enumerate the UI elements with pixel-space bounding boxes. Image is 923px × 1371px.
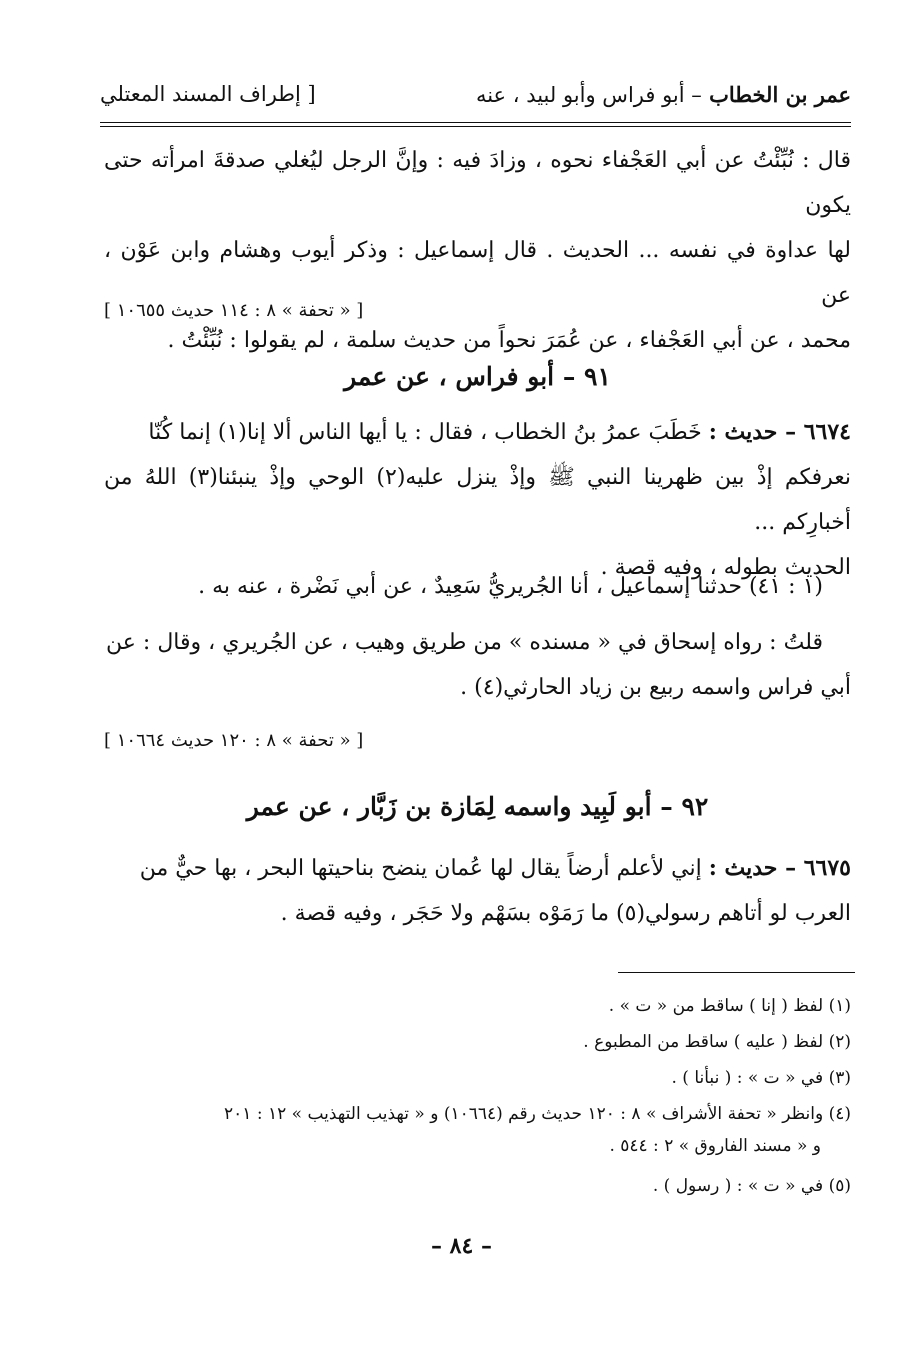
footnote-continuation: و « مسند الفاروق » ٢ : ٥٤٤ .	[609, 1136, 821, 1156]
footnotes	[104, 994, 851, 1210]
header-title-sub: – أبو فراس وأبو لبيد ، عنه	[475, 82, 702, 107]
hadith-6675	[104, 846, 851, 936]
text-line: العرب لو أتاهم رسولي(٥) ما رَمَوْه بسَهْم ولا حَجَر ، وفيه قصة .	[280, 901, 851, 926]
header-rule	[100, 122, 851, 127]
reference-text: [ « تحفة » ٨ : ١١٤ حديث ١٠٦٥٥ ]	[104, 300, 364, 321]
hadith-6674	[104, 410, 851, 590]
section-heading-91: ٩١ – أبو فراس ، عن عمر	[344, 362, 611, 391]
text-line: لها عداوة في نفسه ... الحديث . قال إسماعيل : وذكر أيوب وهشام وابن عَوْن ، عن	[104, 238, 851, 308]
footnote-rule	[618, 972, 855, 973]
page-number: – ٨٤ –	[431, 1233, 492, 1259]
isnad-line: (١ : ٤١) حدثنا إسماعيل ، أنا الجُريريُّ سَعِيدٌ ، عن أبي نَضْرة ، عنه به .	[198, 574, 823, 599]
footnote: (٥) في « ت » : ( رسول ) .	[652, 1176, 851, 1196]
header-title	[476, 82, 851, 107]
text-line	[104, 846, 851, 891]
tuhfa-reference	[104, 730, 851, 751]
hadith-text: إني لأعلم أرضاً يقال لها عُمان ينضح بناحيتها البحر ، بها حيٌّ من	[139, 856, 702, 881]
footnote: (٢) لفظ ( عليه ) ساقط من المطبوع .	[583, 1032, 851, 1052]
paragraph-continuation	[104, 138, 851, 363]
hadith-text: خَطَبَ عمرُ بنُ الخطاب ، فقال : يا أيها الناس ألا إنا(١) إنما كُنّا	[148, 420, 702, 445]
footnote: (١) لفظ ( إنا ) ساقط من « ت » .	[608, 996, 851, 1016]
commentary	[104, 620, 851, 710]
footnote: (٤) وانظر « تحفة الأشراف » ٨ : ١٢٠ حديث رقم (١٠٦٦٤) و « تهذيب التهذيب » ١٢ : ٢٠١	[224, 1104, 851, 1124]
tuhfa-reference	[104, 300, 851, 321]
text-line	[104, 410, 851, 455]
text-line: الحديث بطوله ، وفيه قصة .	[600, 555, 851, 580]
footnote: (٣) في « ت » : ( نبأنا ) .	[671, 1068, 851, 1088]
text-line: قلتُ : رواه إسحاق في « مسنده » من طريق وهيب ، عن الجُريري ، وقال : عن	[106, 630, 823, 655]
header-title-main: عمر بن الخطاب	[709, 81, 851, 107]
hadith-number: ٦٦٧٥ – حديث :	[708, 855, 851, 881]
reference-text: [ « تحفة » ٨ : ١٢٠ حديث ١٠٦٦٤ ]	[104, 730, 364, 751]
isnad	[104, 564, 851, 609]
text-line: قال : نُبِّئْتُ عن أبي العَجْفاء نحوه ، وزادَ فيه : وإنَّ الرجل ليُغلي صدقةَ امرأته حتى يكون	[104, 148, 851, 218]
text-line: نعرفكم إذْ بين ظهرينا النبي ﷺ وإذْ ينزل عليه(٢) الوحي وإذْ ينبئنا(٣) اللهُ من أخبارِكم ...	[104, 465, 852, 535]
header-book-title: [ إطراف المسند المعتلي	[100, 82, 316, 106]
section-heading-92: ٩٢ – أبو لَبِيد واسمه لِمَازة بن زَبَّار ، عن عمر	[246, 792, 709, 821]
running-header	[100, 72, 851, 116]
text-line: محمد ، عن أبي العَجْفاء ، عن عُمَرَ نحواً من حديث سلمة ، لم يقولوا : نُبِّئْتُ .	[167, 328, 851, 353]
text-line: أبي فراس واسمه ربيع بن زياد الحارثي(٤) .	[460, 675, 851, 700]
hadith-number: ٦٦٧٤ – حديث :	[708, 419, 851, 445]
